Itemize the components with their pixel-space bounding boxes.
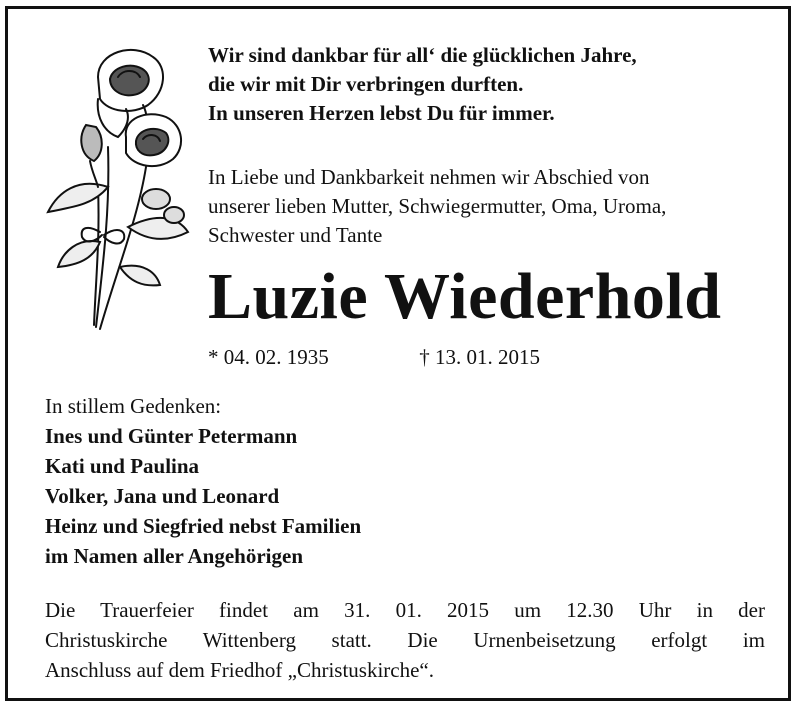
deceased-name: Luzie Wiederhold bbox=[208, 260, 722, 333]
quote-line: Wir sind dankbar für all‘ die glücklichen Jahre, bbox=[208, 43, 637, 67]
mourners-list bbox=[45, 391, 765, 571]
obituary-card bbox=[5, 6, 791, 701]
quote-line: In unseren Herzen lebst Du für immer. bbox=[208, 101, 555, 125]
mourner-entry: Volker, Jana und Leonard bbox=[45, 484, 280, 508]
farewell-text bbox=[208, 163, 768, 250]
funeral-line: Christuskirche Wittenberg statt. Die Urnenbeisetzung erfolgt im bbox=[45, 628, 765, 652]
farewell-line: In Liebe und Dankbarkeit nehmen wir Abschied von bbox=[208, 165, 650, 189]
rose-bouquet-icon bbox=[38, 37, 198, 337]
mourners-intro: In stillem Gedenken: bbox=[45, 394, 222, 418]
mourner-entry: Ines und Günter Petermann bbox=[45, 424, 298, 448]
memorial-quote bbox=[208, 41, 768, 128]
birth-date: * 04. 02. 1935 bbox=[208, 345, 329, 369]
farewell-line: Schwester und Tante bbox=[208, 223, 383, 247]
mourner-entry: Heinz und Siegfried nebst Familien bbox=[45, 514, 362, 538]
funeral-line: Anschluss auf dem Friedhof „Christuskirche“. bbox=[45, 658, 435, 682]
farewell-line: unserer lieben Mutter, Schwiegermutter, Oma, Uroma, bbox=[208, 194, 667, 218]
life-dates bbox=[208, 343, 540, 372]
mourner-entry: im Namen aller Angehörigen bbox=[45, 544, 304, 568]
funeral-details bbox=[45, 595, 765, 685]
mourner-entry: Kati und Paulina bbox=[45, 454, 200, 478]
quote-line: die wir mit Dir verbringen durften. bbox=[208, 72, 524, 96]
death-date: † 13. 01. 2015 bbox=[419, 345, 540, 369]
funeral-line: Die Trauerfeier findet am 31. 01. 2015 um 12.30 Uhr in der bbox=[45, 598, 765, 622]
